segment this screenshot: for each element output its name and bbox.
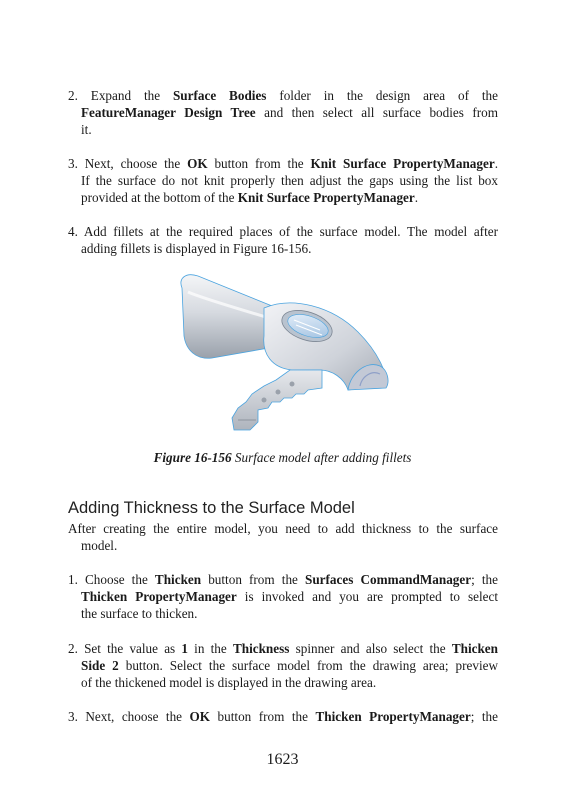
thicken-step-3-line-1: 3. Next, choose the OK button from the Thicken PropertyManager; the [68, 709, 499, 724]
step-4-paragraph [68, 223, 498, 257]
thicken-step-3-paragraph [68, 708, 498, 725]
step-4-line-1: 4. Add fillets at the required places of the surface model. The model after [68, 224, 498, 239]
step-2-paragraph [68, 87, 498, 139]
surface-model-illustration [172, 270, 394, 446]
thicken-step-1-paragraph [68, 571, 498, 623]
figure-label: Figure 16-156 [153, 450, 232, 465]
step-2-line-2: FeatureManager Design Tree and then select all surface bodies from [81, 105, 498, 121]
surface-model-figure [172, 270, 394, 446]
page-number: 1623 [266, 751, 299, 768]
thicken-step-2-line-1: 2. Set the value as 1 in the Thickness spinner and also select the Thicken [68, 641, 498, 656]
key-blade [232, 370, 322, 430]
intro-line-2: model. [81, 538, 118, 554]
figure-caption: Figure 16-156 Surface model after adding fillets [153, 450, 412, 465]
step-2-line-3: it. [81, 122, 92, 138]
featuremanager-term: FeatureManager Design Tree [81, 105, 256, 121]
intro-line-1: After creating the entire model, you need to add thickness to the surface [68, 521, 498, 536]
step-3-paragraph [68, 155, 498, 207]
thicken-step-1-line-2: Thicken PropertyManager is invoked and you are prompted to select [81, 589, 498, 605]
step-3-line-3: provided at the bottom of the Knit Surface PropertyManager. [81, 190, 419, 206]
step-2-line-1: 2. Expand the Surface Bodies folder in the design area of the [68, 88, 498, 103]
section-heading: Adding Thickness to the Surface Model [68, 499, 355, 517]
thicken-step-2-paragraph [68, 640, 498, 692]
thicken-step-2-line-2: Side 2 button. Select the surface model from the drawing area; preview [81, 658, 498, 674]
step-4-line-2: adding fillets is displayed in Figure 16-156. [81, 241, 312, 257]
surface-bodies-term: Surface Bodies [172, 88, 267, 103]
thicken-step-2-line-3: of the thickened model is displayed in the drawing area. [81, 675, 377, 691]
step-3-line-1: 3. Next, choose the OK button from the Knit Surface PropertyManager. [68, 156, 498, 171]
intro-paragraph [68, 520, 498, 554]
thicken-step-1-line-3: the surface to thicken. [81, 606, 198, 622]
thicken-step-1-line-1: 1. Choose the Thicken button from the Surfaces CommandManager; the [68, 572, 499, 587]
step-3-line-2: If the surface do not knit properly then adjust the gaps using the list box [81, 173, 498, 189]
